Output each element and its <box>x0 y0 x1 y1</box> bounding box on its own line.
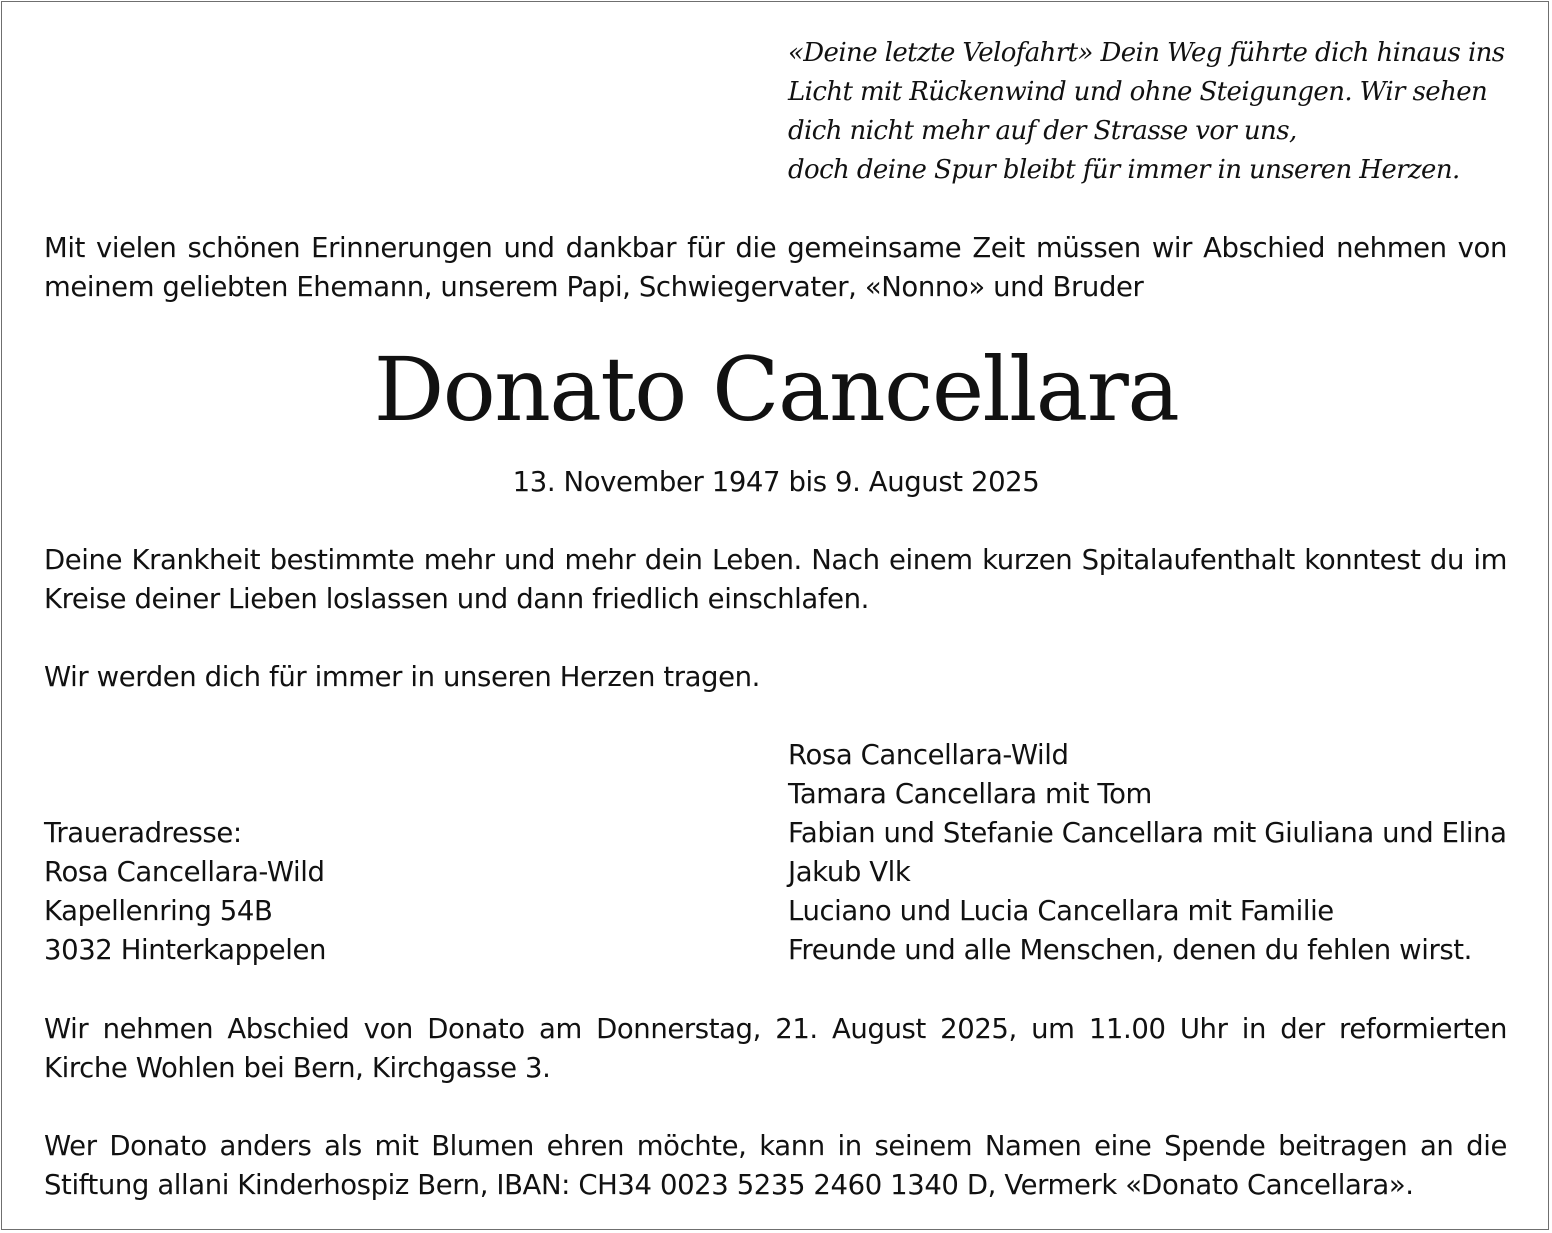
mourner-entry: Rosa Cancellara-Wild <box>788 739 1069 771</box>
mourners-list <box>788 736 1528 970</box>
illness-paragraph: Deine Krankheit bestimmte mehr und mehr dein Leben. Nach einem kurzen Spitalaufenthalt konntest du im Kreise deiner Lieben loslassen und dann friedlich einschlafen. <box>44 544 1507 615</box>
closing-line: Wir werden dich für immer in unseren Herzen tragen. <box>44 661 761 693</box>
address-label: Traueradresse: <box>44 817 242 849</box>
intro-paragraph: Mit vielen schönen Erinnerungen und dankbar für die gemeinsame Zeit müssen wir Abschied nehmen von meinem geliebten Ehemann, unserem Papi, Schwiegervater, «Nonno» und Bruder <box>44 232 1507 303</box>
verse-line: «Deine letzte Velofahrt» Dein Weg führte dich hinaus ins <box>788 38 1505 68</box>
donation-paragraph: Wer Donato anders als mit Blumen ehren möchte, kann in seinem Namen eine Spende beitragen an die Stiftung allani Kinderhospiz Bern, IBAN: CH34 0023 5235 2460 1340 D, Vermerk «Donato Cancellara». <box>44 1130 1507 1201</box>
mourner-entry: Jakub Vlk <box>788 856 911 888</box>
service-paragraph: Wir nehmen Abschied von Donato am Donnerstag, 21. August 2025, um 11.00 Uhr in der reformierten Kirche Wohlen bei Bern, Kirchgasse 3. <box>44 1013 1507 1084</box>
mourner-entry: Luciano und Lucia Cancellara mit Familie <box>788 895 1334 927</box>
address-name: Rosa Cancellara-Wild <box>44 856 325 888</box>
verse-line: doch deine Spur bleibt für immer in unseren Herzen. <box>788 155 1460 185</box>
address-city: 3032 Hinterkappelen <box>44 934 326 966</box>
mourner-entry: Fabian und Stefanie Cancellara mit Giuliana und Elina <box>788 817 1507 849</box>
mourning-address <box>44 814 744 970</box>
mourner-entry: Tamara Cancellara mit Tom <box>788 778 1152 810</box>
deceased-name: Donato Cancellara <box>373 338 1179 441</box>
verse-quote <box>788 34 1518 190</box>
address-street: Kapellenring 54B <box>44 895 273 927</box>
mourner-entry: Freunde und alle Menschen, denen du fehlen wirst. <box>788 934 1473 966</box>
verse-line: Licht mit Rückenwind und ohne Steigungen. Wir sehen <box>788 77 1488 107</box>
life-dates: 13. November 1947 bis 9. August 2025 <box>512 466 1040 498</box>
verse-line: dich nicht mehr auf der Strasse vor uns, <box>788 116 1297 146</box>
